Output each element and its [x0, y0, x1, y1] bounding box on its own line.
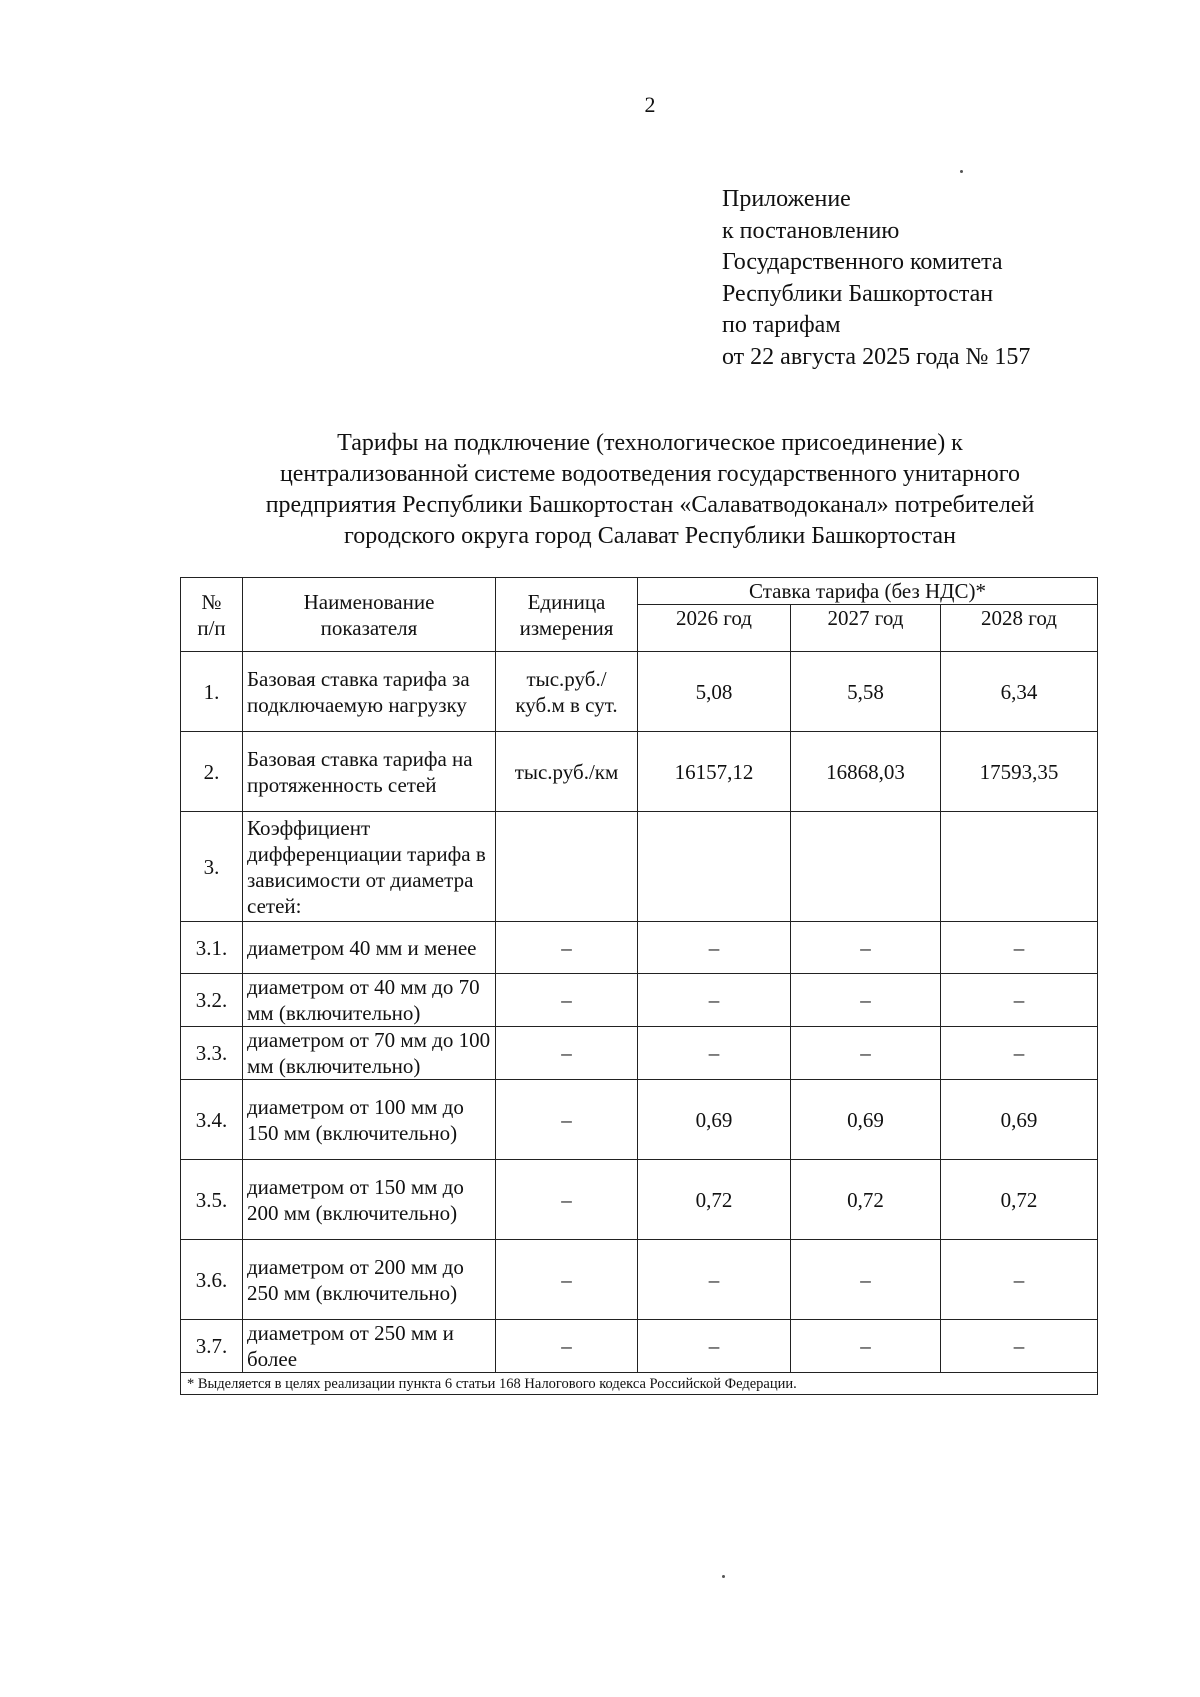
value-2026: –: [638, 1240, 791, 1320]
scan-dot: [960, 170, 963, 173]
value-2027: –: [791, 922, 941, 974]
header-rate-group: Ставка тарифа (без НДС)*: [638, 578, 1098, 605]
value-2028: 0,69: [941, 1080, 1098, 1160]
table-row: [181, 732, 1098, 812]
value-2028: 6,34: [941, 652, 1098, 732]
row-name: диаметром от 250 мм и более: [243, 1320, 496, 1373]
appendix-line: Государственного комитета: [722, 249, 1003, 275]
row-name: диаметром от 150 мм до 200 мм (включительно): [243, 1160, 496, 1240]
row-name: диаметром от 100 мм до 150 мм (включительно): [243, 1080, 496, 1160]
row-unit: тыс.руб./ куб.м в сут.: [496, 652, 638, 732]
value-2028: –: [941, 974, 1098, 1027]
row-name: Базовая ставка тарифа на протяженность сетей: [243, 732, 496, 812]
header-year-2027: 2027 год: [791, 605, 941, 652]
table-row: [181, 812, 1098, 922]
row-unit: –: [496, 1080, 638, 1160]
appendix-line: Республики Башкортостан: [722, 280, 994, 307]
header-name-text: Наименование показателя: [303, 589, 435, 640]
value-2026: 5,08: [638, 652, 791, 732]
value-2028: [941, 812, 1098, 922]
value-2028: –: [941, 1320, 1098, 1373]
value-2027: 5,58: [791, 652, 941, 732]
row-name: диаметром от 200 мм до 250 мм (включительно): [243, 1240, 496, 1320]
value-2026: –: [638, 974, 791, 1027]
row-unit: [496, 812, 638, 922]
row-unit: –: [496, 1027, 638, 1080]
footnote: * Выделяется в целях реализации пункта 6 статьи 168 Налогового кодекса Российской Федерации.: [181, 1373, 1098, 1395]
header-year-2028: 2028 год: [941, 605, 1098, 652]
value-2028: –: [941, 1240, 1098, 1320]
row-number: 3.: [181, 812, 243, 922]
row-name: диаметром от 70 мм до 100 мм (включительно): [243, 1027, 496, 1080]
row-unit: –: [496, 922, 638, 974]
value-2027: 16868,03: [791, 732, 941, 812]
row-name: Базовая ставка тарифа за подключаемую нагрузку: [243, 652, 496, 732]
tariff-table: [180, 577, 1098, 1395]
appendix-line: от 22 августа 2025 года № 157: [722, 343, 1031, 370]
value-2027: –: [791, 1027, 941, 1080]
row-number: 3.7.: [181, 1320, 243, 1373]
appendix-block: [722, 184, 1142, 373]
document-title: [180, 428, 1120, 552]
row-unit: –: [496, 1240, 638, 1320]
table-row: [181, 1240, 1098, 1320]
value-2026: [638, 812, 791, 922]
value-2027: –: [791, 1320, 941, 1373]
header-unit: [496, 578, 638, 652]
row-name: диаметром от 40 мм до 70 мм (включительно): [243, 974, 496, 1027]
appendix-line: Приложение: [722, 186, 851, 212]
row-unit: –: [496, 1320, 638, 1373]
table-row: [181, 974, 1098, 1027]
row-unit: –: [496, 974, 638, 1027]
header-unit-text: Единица измерения: [519, 589, 614, 640]
value-2028: –: [941, 1027, 1098, 1080]
value-2026: 16157,12: [638, 732, 791, 812]
row-number: 3.1.: [181, 922, 243, 974]
header-num-text: № п/п: [197, 589, 226, 640]
value-2026: –: [638, 922, 791, 974]
row-number: 1.: [181, 652, 243, 732]
table-row: [181, 1080, 1098, 1160]
value-2026: –: [638, 1320, 791, 1373]
row-number: 3.2.: [181, 974, 243, 1027]
value-2027: 0,72: [791, 1160, 941, 1240]
row-name: Коэффициент дифференциации тарифа в зависимости от диаметра сетей:: [243, 812, 496, 922]
appendix-line: по тарифам: [722, 312, 841, 338]
header-year-2026: 2026 год: [638, 605, 791, 652]
value-2027: –: [791, 974, 941, 1027]
table-row: [181, 652, 1098, 732]
title-line: централизованной системе водоотведения государственного унитарного: [279, 461, 1021, 487]
table-row: [181, 1027, 1098, 1080]
value-2026: –: [638, 1027, 791, 1080]
row-number: 3.4.: [181, 1080, 243, 1160]
row-number: 3.3.: [181, 1027, 243, 1080]
value-2027: [791, 812, 941, 922]
table-row: [181, 922, 1098, 974]
row-name: диаметром 40 мм и менее: [243, 922, 496, 974]
value-2028: 17593,35: [941, 732, 1098, 812]
header-num: [181, 578, 243, 652]
value-2028: –: [941, 922, 1098, 974]
title-line: городского округа город Салават Республики Башкортостан: [344, 523, 956, 549]
header-name: [243, 578, 496, 652]
row-number: 3.5.: [181, 1160, 243, 1240]
footnote-row: [181, 1373, 1098, 1395]
value-2027: –: [791, 1240, 941, 1320]
title-line: предприятия Республики Башкортостан «Салаватводоканал» потребителей: [265, 492, 1035, 518]
table-row: [181, 1160, 1098, 1240]
value-2027: 0,69: [791, 1080, 941, 1160]
title-line: Тарифы на подключение (технологическое присоединение) к: [337, 430, 963, 456]
page-number: 2: [644, 92, 656, 117]
appendix-line: к постановлению: [722, 217, 900, 244]
row-unit: –: [496, 1160, 638, 1240]
row-unit: тыс.руб./км: [496, 732, 638, 812]
value-2026: 0,69: [638, 1080, 791, 1160]
value-2026: 0,72: [638, 1160, 791, 1240]
row-number: 3.6.: [181, 1240, 243, 1320]
scan-dot: [722, 1575, 725, 1578]
value-2028: 0,72: [941, 1160, 1098, 1240]
row-number: 2.: [181, 732, 243, 812]
table-row: [181, 1320, 1098, 1373]
